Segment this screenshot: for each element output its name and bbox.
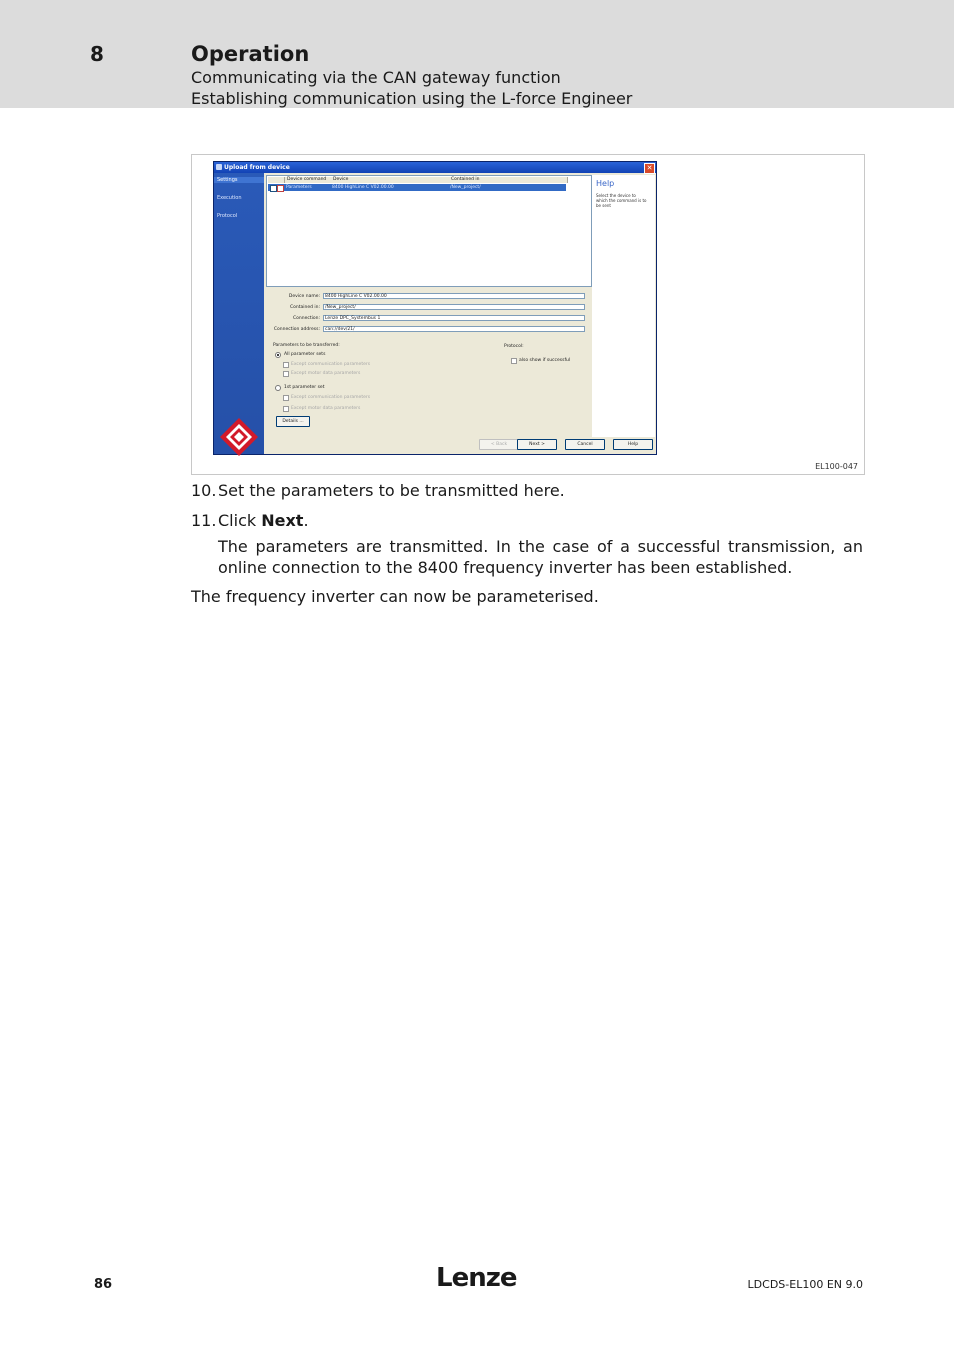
chapter-number: 8 (90, 42, 104, 66)
wizard-sidebar (214, 173, 264, 454)
sidebar-item-settings[interactable]: Settings (214, 177, 264, 183)
help-text: Select the device to which the command is to be sent (596, 193, 647, 208)
cancel-button[interactable]: Cancel (565, 439, 605, 450)
sidebar-item-execution[interactable]: Execution (217, 195, 242, 201)
column-header-device[interactable]: Device (331, 177, 450, 183)
back-button[interactable]: < Back (479, 439, 519, 450)
details-button[interactable]: Details ... (276, 416, 310, 427)
contained-in-label: Contained in: (289, 305, 320, 310)
conclusion-text: The frequency inverter can now be parameterised. (191, 587, 599, 606)
list-item[interactable] (268, 184, 566, 191)
next-emphasis: Next (261, 511, 304, 530)
params-label: Parameters to be transferred: (273, 343, 340, 348)
except-comm-label: Except communication parameters (291, 362, 371, 367)
show-successful-checkbox[interactable] (511, 358, 517, 364)
first-set-radio[interactable] (275, 385, 281, 391)
connection-field[interactable]: Lenze DPC_Systembus 1 (323, 315, 585, 321)
step-11-number: 11. (191, 511, 217, 530)
device-command-list (266, 175, 592, 287)
chapter-title: Operation (191, 42, 310, 66)
device-name-field[interactable]: 8400 HighLine C V02.00.00 (323, 293, 585, 299)
first-except-comm-checkbox[interactable] (283, 395, 289, 401)
step-11-detail: The parameters are transmitted. In the case of a successful transmission, an online connection to the 8400 frequency inverter has been established. (218, 537, 863, 577)
document-id: LDCDS-EL100 EN 9.0 (747, 1278, 863, 1291)
first-except-data-label: Except motor data parameters (291, 406, 361, 411)
column-header-contained-in[interactable]: Contained in (449, 177, 568, 183)
upload-dialog (213, 161, 657, 455)
first-set-label: 1st parameter set (284, 385, 325, 390)
connection-address-label: Connection address: (273, 327, 320, 332)
dialog-title: Upload from device (224, 164, 290, 171)
help-title: Help (596, 179, 615, 188)
device-name-label: Device name: (288, 294, 320, 299)
page-number: 86 (94, 1277, 113, 1292)
screenshot-figure (191, 154, 865, 475)
brand-logo: Lenze (436, 1263, 517, 1293)
figure-code: EL100-047 (815, 462, 858, 471)
except-data-checkbox[interactable] (283, 371, 289, 377)
first-except-comm-label: Except communication parameters (291, 395, 371, 400)
parameter-icon (277, 185, 284, 192)
help-panel (592, 175, 655, 437)
show-successful-label: also show if successful (519, 358, 571, 363)
next-button[interactable]: Next > (517, 439, 557, 450)
dialog-title-bar (214, 162, 656, 173)
except-data-label: Except motor data parameters (291, 371, 361, 376)
help-button[interactable]: Help (613, 439, 653, 450)
row-checkbox[interactable] (270, 185, 277, 192)
section-title: Communicating via the CAN gateway function (191, 68, 561, 87)
app-icon (216, 164, 222, 170)
row-device: 8400 HighLine C V02.00.00 (332, 185, 394, 190)
row-command: Parameters (286, 185, 312, 190)
all-sets-radio[interactable] (275, 352, 281, 358)
contained-in-field[interactable]: /New_project/ (323, 304, 585, 310)
step-10-text: Set the parameters to be transmitted here. (218, 481, 565, 500)
connection-label: Connection: (293, 316, 320, 321)
sidebar-item-protocol[interactable]: Protocol (217, 213, 238, 219)
row-contained-in: /New_project/ (450, 185, 481, 190)
page-header (0, 0, 954, 108)
step-11-text: Click Next. (218, 511, 309, 530)
column-header-command[interactable]: Device command (285, 177, 332, 183)
except-comm-checkbox[interactable] (283, 362, 289, 368)
protocol-label: Protocol: (504, 344, 524, 349)
subsection-title: Establishing communication using the L-force Engineer (191, 89, 633, 108)
step-10-number: 10. (191, 481, 217, 500)
lenze-logo-icon (219, 417, 259, 457)
close-icon[interactable]: ✕ (644, 163, 655, 174)
all-sets-label: All parameter sets (284, 352, 326, 357)
first-except-data-checkbox[interactable] (283, 406, 289, 412)
connection-address-field[interactable]: can://dev/21/ (323, 326, 585, 332)
